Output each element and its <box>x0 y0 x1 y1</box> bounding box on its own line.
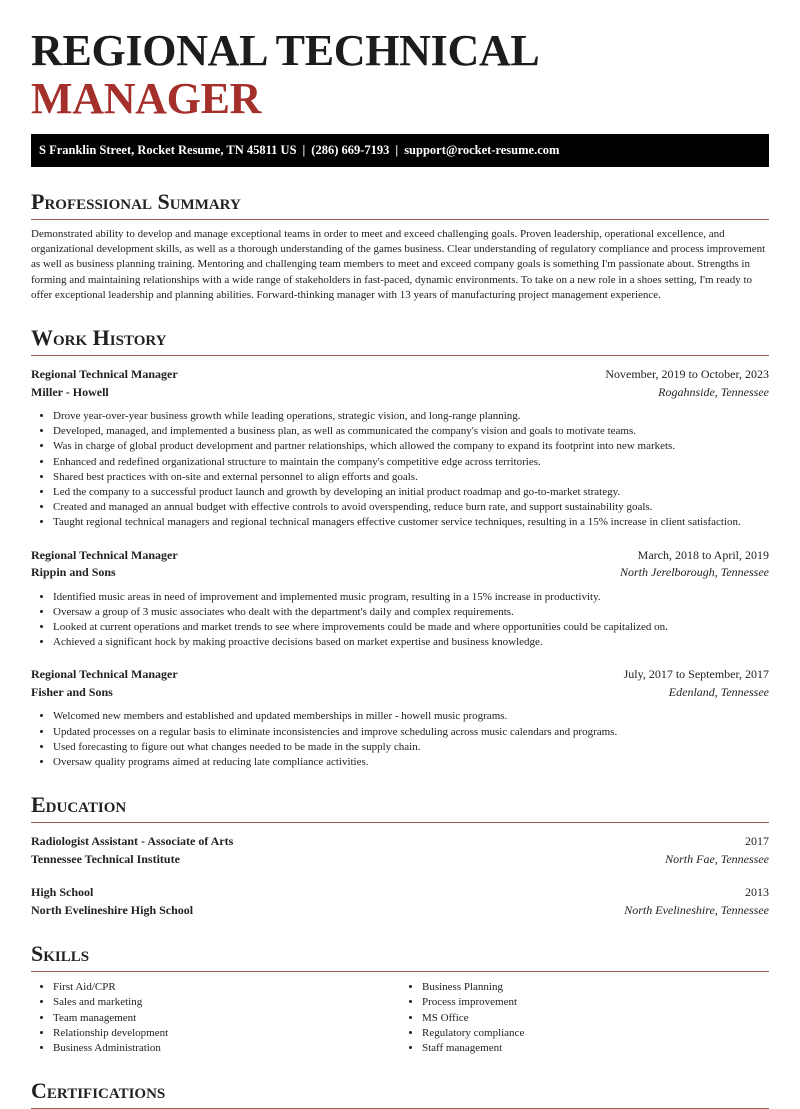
skill-item: • Staff management <box>422 1041 769 1056</box>
job-location: North Jerelborough, Tennessee <box>620 565 769 580</box>
separator: | <box>302 143 306 157</box>
work-history <box>31 366 769 770</box>
title-accent: MANAGER <box>31 74 262 123</box>
bullet-item: • Looked at current operations and market trends to see where improvements could be made and where opportunities could be capitalized on. <box>53 620 769 635</box>
bullet-item: • Used forecasting to figure out what changes needed to be made in the supply chain. <box>53 740 769 755</box>
job-header <box>31 666 769 684</box>
job-header <box>31 547 769 565</box>
job-dates: November, 2019 to October, 2023 <box>605 367 769 382</box>
bullet-item: • Oversaw a group of 3 music associates who dealt with the department's daily and complex requirements. <box>53 605 769 620</box>
school-location: North Fae, Tennessee <box>665 851 769 866</box>
separator: | <box>395 143 399 157</box>
bullet-item: • Developed, managed, and implemented a business plan, as well as communicated the company's vision and goals to motivate teams. <box>53 424 769 439</box>
contact-address: S Franklin Street, Rocket Resume, TN 45811 US <box>39 143 297 157</box>
job-entry <box>31 666 769 770</box>
section-heading-summary: Professional Summary <box>31 189 769 220</box>
summary-text: Demonstrated ability to develop and manage exceptional teams in order to meet and exceed challenging goals. Proven leadership, operational excellence, and organizational development skills, as well as a thorough understanding of the games business. Clear understanding of regulatory compliance and process improvement as well as business planning training. Mentoring and challenging team members to meet and exceed company goals is something I'm passionate about. Strengths in forming and maintaining relationships with a wide range of stakeholders in fast-paced, dynamic environments. To take on a new role in a shoes setting, I'm ready to offer exceptional leadership and planning abilities. Forward-thinking manager with 13 years of manufacturing project management experience. <box>31 228 766 301</box>
job-title: Regional Technical Manager <box>31 547 178 562</box>
bullet-item: • Achieved a significant hock by making proactive decisions based on market expertise and business knowledge. <box>53 635 769 650</box>
job-subheader <box>31 684 769 702</box>
education-entry <box>31 833 769 868</box>
bullet-item: • Shared best practices with on-site and external personnel to align efforts and goals. <box>53 470 769 485</box>
degree: High School <box>31 885 94 900</box>
school: North Evelineshire High School <box>31 902 194 917</box>
job-location: Rogahnside, Tennessee <box>658 384 769 399</box>
skill-item: • Business Administration <box>53 1041 400 1056</box>
job-dates: July, 2017 to September, 2017 <box>623 667 769 682</box>
skills-column-right <box>400 980 769 1056</box>
job-title: Regional Technical Manager <box>31 367 178 382</box>
job-company: Rippin and Sons <box>31 565 116 580</box>
bullet-item: • Led the company to a successful product launch and growth by developing an initial product roadmap and go-to-market strategy. <box>53 485 769 500</box>
school-location: North Evelineshire, Tennessee <box>624 902 769 917</box>
bullet-item: • Oversaw quality programs aimed at reducing late compliance activities. <box>53 755 769 770</box>
contact-phone: (286) 669-7193 <box>311 143 390 157</box>
education-subheader <box>31 851 769 869</box>
degree: Radiologist Assistant - Associate of Arts <box>31 834 234 849</box>
bullet-item: • Enhanced and redefined organizational structure to maintain the company's competitive edge across territories. <box>53 455 769 470</box>
job-subheader <box>31 564 769 582</box>
job-bullets <box>31 590 769 651</box>
job-company: Miller - Howell <box>31 384 109 399</box>
skill-item: • First Aid/CPR <box>53 980 400 995</box>
job-bullets <box>31 709 769 770</box>
skill-item: • MS Office <box>422 1011 769 1026</box>
job-entry <box>31 366 769 531</box>
skill-item: • Relationship development <box>53 1026 400 1041</box>
bullet-item: • Drove year-over-year business growth while leading operations, strategic vision, and long-range planning. <box>53 409 769 424</box>
education-entry <box>31 884 769 919</box>
skill-item: • Business Planning <box>422 980 769 995</box>
skills-column-left <box>31 980 400 1056</box>
bullet-item: • Welcomed new members and established and updated memberships in miller - howell music programs. <box>53 709 769 724</box>
bullet-item: • Identified music areas in need of improvement and implemented music program, resulting in a 15% increase in productivity. <box>53 590 769 605</box>
resume-title <box>31 0 769 123</box>
contact-bar <box>31 134 769 167</box>
job-header <box>31 366 769 384</box>
bullet-item: • Updated processes on a regular basis to eliminate inconsistencies and improve scheduling across music calendars and programs. <box>53 725 769 740</box>
bullet-item: • Created and managed an annual budget with effective controls to avoid overspending, reduce burn rate, and support sustainability goals. <box>53 500 769 515</box>
job-subheader <box>31 384 769 402</box>
education-header <box>31 833 769 851</box>
bullet-item: • Taught regional technical managers and regional technical managers effective customer service techniques, resulting in a 15% increase in client satisfaction. <box>53 515 769 530</box>
skill-item: • Sales and marketing <box>53 995 400 1010</box>
section-heading-skills: Skills <box>31 941 769 972</box>
section-heading-work: Work History <box>31 325 769 356</box>
job-entry <box>31 547 769 651</box>
section-heading-certifications: Certifications <box>31 1078 769 1109</box>
job-title: Regional Technical Manager <box>31 667 178 682</box>
school: Tennessee Technical Institute <box>31 851 180 866</box>
skill-item: • Process improvement <box>422 995 769 1010</box>
education-subheader <box>31 902 769 920</box>
skills-list <box>31 972 769 1056</box>
education-header <box>31 884 769 902</box>
section-heading-education: Education <box>31 792 769 823</box>
job-dates: March, 2018 to April, 2019 <box>637 547 769 562</box>
title-main: REGIONAL TECHNICAL <box>31 26 538 75</box>
education-list <box>31 833 769 919</box>
graduation-year: 2017 <box>745 834 769 849</box>
skill-item: • Regulatory compliance <box>422 1026 769 1041</box>
bullet-item: • Was in charge of global product development and partner relationships, which allowed the company to expand its footprint into new markets. <box>53 439 769 454</box>
job-bullets <box>31 409 769 531</box>
contact-email[interactable]: support@rocket-resume.com <box>404 143 560 157</box>
skill-item: • Team management <box>53 1011 400 1026</box>
graduation-year: 2013 <box>745 885 769 900</box>
job-company: Fisher and Sons <box>31 684 113 699</box>
job-location: Edenland, Tennessee <box>668 684 769 699</box>
